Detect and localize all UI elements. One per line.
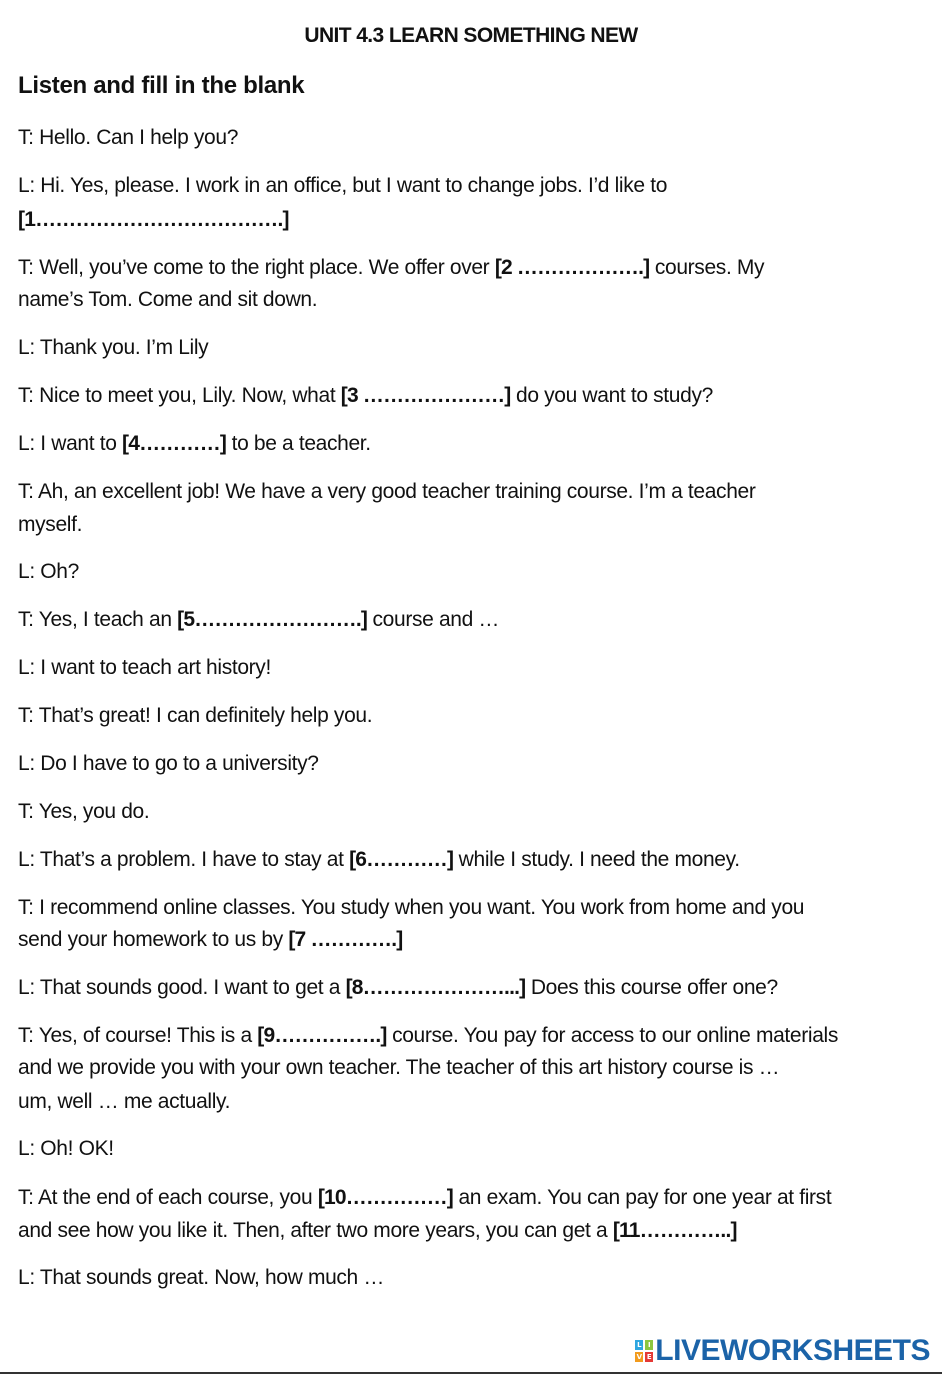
blank-10[interactable]: [10……………] <box>317 1186 453 1209</box>
blank-4[interactable]: [4…………] <box>122 432 227 455</box>
bottom-divider <box>0 1372 942 1374</box>
dialogue-line-19: T: At the end of each course, you [10……………] an exam. You can pay for one year at first <box>18 1186 832 1209</box>
blank-7[interactable]: [7 ………….] <box>288 928 403 951</box>
dialogue-line-15: T: I recommend online classes. You study when you want. You work from home and you <box>18 896 805 919</box>
brand-name: LIVEWORKSHEETS <box>655 1334 930 1367</box>
dialogue-line-4: L: Thank you. I’m Lily <box>18 336 209 359</box>
blank-9[interactable]: [9…………….] <box>257 1024 387 1047</box>
dialogue-line-7: T: Ah, an excellent job! We have a very good teacher training course. I’m a teacher <box>18 480 756 503</box>
dialogue-line-19-cont: and see how you like it. Then, after two more years, you can get a [11…………..] <box>18 1219 737 1242</box>
dialogue-line-14: L: That’s a problem. I have to stay at [6…………] while I study. I need the money. <box>18 848 740 871</box>
blank-6[interactable]: [6…………] <box>349 848 454 871</box>
dialogue-line-16: L: That sounds good. I want to get a [8…………………...] Does this course offer one? <box>18 976 778 999</box>
dialogue-line-2-cont <box>18 204 930 236</box>
dialogue-line-20: L: That sounds great. Now, how much … <box>18 1266 385 1289</box>
dialogue-line-8: L: Oh? <box>18 560 79 583</box>
blank-1[interactable]: [1……………………………….] <box>18 208 289 231</box>
page-title: UNIT 4.3 LEARN SOMETHING NEW <box>304 24 638 47</box>
dialogue-line-6: L: I want to [4…………] to be a teacher. <box>18 432 371 455</box>
dialogue-line-5: T: Nice to meet you, Lily. Now, what [3 …………………] do you want to study? <box>18 384 713 407</box>
dialogue-line-10: L: I want to teach art history! <box>18 656 271 679</box>
dialogue-line-18: L: Oh! OK! <box>18 1137 114 1160</box>
blank-8[interactable]: [8…………………...] <box>345 976 526 999</box>
dialogue-line-15-cont: send your homework to us by [7 ………….] <box>18 928 403 951</box>
dialogue-line-9: T: Yes, I teach an [5…………………….] course and … <box>18 608 500 631</box>
dialogue-line-11: T: That’s great! I can definitely help you. <box>18 704 373 727</box>
dialogue-line-12: L: Do I have to go to a university? <box>18 752 319 775</box>
liveworksheets-logo[interactable] <box>635 1334 930 1368</box>
logo-blocks-icon: L I V E <box>636 1341 652 1361</box>
dialogue-line-2: L: Hi. Yes, please. I work in an office, but I want to change jobs. I’d like to <box>18 174 668 197</box>
blank-3[interactable]: [3 …………………] <box>340 384 511 407</box>
dialogue-line-13: T: Yes, you do. <box>18 800 150 823</box>
dialogue-line-3: T: Well, you’ve come to the right place. We offer over [2 ……………….] courses. My <box>18 256 765 279</box>
dialogue-line-7-cont: myself. <box>18 513 83 536</box>
instruction-heading: Listen and fill in the blank <box>18 72 305 99</box>
blank-5[interactable]: [5…………………….] <box>177 608 368 631</box>
blank-11[interactable]: [11…………..] <box>612 1219 737 1242</box>
dialogue-line-17: T: Yes, of course! This is a [9…………….] course. You pay for access to our online materials <box>18 1024 838 1047</box>
dialogue-line-17-cont: and we provide you with your own teacher. The teacher of this art history course is … <box>18 1056 780 1079</box>
dialogue-line-3-cont: name’s Tom. Come and sit down. <box>18 288 318 311</box>
dialogue-line-17-cont2: um, well … me actually. <box>18 1090 231 1113</box>
dialogue-line-1: T: Hello. Can I help you? <box>18 126 239 149</box>
blank-2[interactable]: [2 ……………….] <box>494 256 650 279</box>
